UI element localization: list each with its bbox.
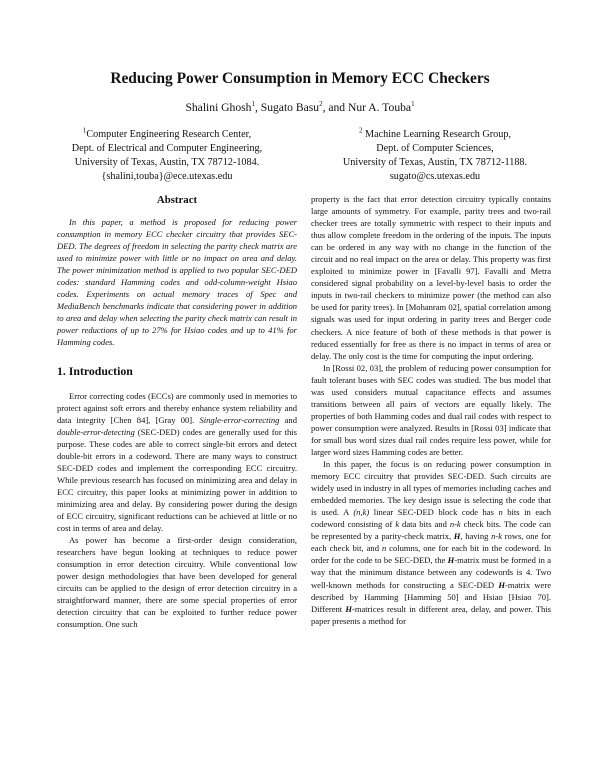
section-heading-introduction: 1. Introduction <box>57 363 133 378</box>
author-affiliation-mark: 1 <box>411 100 415 109</box>
affiliation-line: $^1$Computer Engineering Research Center, <box>82 126 252 140</box>
body-paragraph-focus: In this paper, the focus is on reducing power consumption in memory ECC circuitry that provides SEC-DED. Such circuits are widely used in industry in all types of memories including caches and embedded memories. The key design issue is selecting the code that is used. A (n,k) linear SEC-DED block code has n bits in each codeword consisting of k data bits and n-k check bits. The code can be represented by a parity-check matrix, H, having n-k rows, one for each check bit, and n columns, one for each bit in the codeword. In order for the code to be SEC-DED, the H-matrix must be formed in a way that the minimum distance between any codewords is 4. Two well-known methods for constructing a SEC-DED H-matrix were described by Hamming [Hamming 50] and Hsiao [Hsiao 70]. Different H-matrices result in different area, delay, and power. This paper presents a method for <box>311 459 552 626</box>
intro-paragraph-1: Error correcting codes (ECCs) are commonly used in memories to protect against soft errors and thereby enhance system reliability and data integrity [Chen 84], [Gray 00]. Single-error-correcting and double-error-detecting (SEC-DED) codes are generally used for this purpose. These codes are able to correct single-bit errors and detect double-bit errors in a codeword. There are many ways to construct SEC-DED codes and implement the corresponding ECC circuitry. While previous research has focused on minimizing area and delay in ECC circuitry, this paper looks at minimizing power in addition to minimizing area and delay. By considering power during the design of ECC circuitry, significant reductions can be achieved at little or no cost in terms of area and delay. <box>57 390 297 534</box>
abstract-text: In this paper, a method is proposed for reducing power consumption in memory ECC checker circuitry that provides SEC-DED. The degrees of freedom in selecting the parity check matrix are used to minimize power with little or no impact on area and delay. The power minimization method is applied to two popular SEC-DED codes: standard Hamming codes and odd-column-weight Hsiao codes. Experiments on actual memory traces of Spec and MediaBench benchmarks indicate that considering power in addition to area and delay when selecting the parity check matrix can result in power reductions of up to 27% for Hsiao codes and up to 41% for Hamming codes. <box>57 217 297 348</box>
affiliation-line: $^2$ Machine Learning Research Group, <box>358 126 511 140</box>
author-name: Nur A. Touba <box>348 101 412 114</box>
author-list <box>0 101 600 114</box>
affiliation-mark: 2 <box>358 126 363 135</box>
affiliation-mark: 1 <box>82 126 87 135</box>
paper-title: Reducing Power Consumption in Memory ECC Checkers <box>110 70 490 87</box>
right-column <box>311 193 551 627</box>
left-column <box>57 193 297 630</box>
intro-paragraph-2: As power has become a first-order design consideration, researchers have begun looking at techniques to reduce power consumption in error detection circuitry. While conventional low power design methodologies that have been developed for general circuits can be applied to the design of error detection circuitry in a straightforward manner, there are some special properties of error detection circuitry that can be exploited to further reduce power consumption. One such <box>57 535 297 630</box>
author-separator: , <box>254 101 261 114</box>
author-affiliation-mark: 1 <box>251 100 255 109</box>
author-name: Sugato Basu <box>260 101 320 114</box>
affiliation-line: University of Texas, Austin, TX 78712-1188. <box>342 157 528 168</box>
affiliation-email: {shalini,touba}@ece.utexas.edu <box>101 171 233 182</box>
author-name: Shalini Ghosh <box>185 101 252 114</box>
author-affiliation-mark: 2 <box>319 100 323 109</box>
author-separator: , and <box>322 101 348 114</box>
affiliation-2 <box>300 128 570 184</box>
affiliation-1 <box>32 128 302 184</box>
affiliation-line: University of Texas, Austin, TX 78712-1084. <box>74 157 260 168</box>
affiliation-email: sugato@cs.utexas.edu <box>389 171 481 182</box>
body-paragraph-rossi: In [Rossi 02, 03], the problem of reducing power consumption for fault tolerant buses with SEC codes was studied. The bus model that was used considers mutual capacitance effects and assumes transitions between all pairs of vectors are equally likely. The properties of both Hamming codes and dual rail codes with respect to power consumption were analyzed. Results in [Rossi 03] indicate that for small bus word sizes dual rail codes require less power, while for larger word sizes Hamming codes are better. <box>311 362 551 457</box>
affiliation-line: Dept. of Electrical and Computer Engineering, <box>71 143 263 154</box>
abstract-heading: Abstract <box>156 194 198 206</box>
body-paragraph-continued: property is the fact that error detection circuitry typically contains large amounts of symmetry. For example, parity trees and two-rail checker trees are totally symmetric with respect to their inputs and thus allow complete freedom in the ordering of the inputs. The inputs can be ordered in any way with no change in the function of the circuit and no real impact on the area or delay. This property was first exploited to minimize power in [Favalli 97]. Favalli and Metra considered signal probability on a level-by-level basis to order the inputs in two-rail checkers to minimize power (the method can also be used for parity trees). In [Mohanram 02], spatial correlation among signals was used for input ordering in parity trees and Berger code checkers. A nice feature of both of these methods is that power is reduced essentially for free as there is no impact in terms of area or delay. The only cost is the time for computing the input ordering. <box>311 194 551 361</box>
affiliation-line: Dept. of Computer Sciences, <box>376 143 494 154</box>
